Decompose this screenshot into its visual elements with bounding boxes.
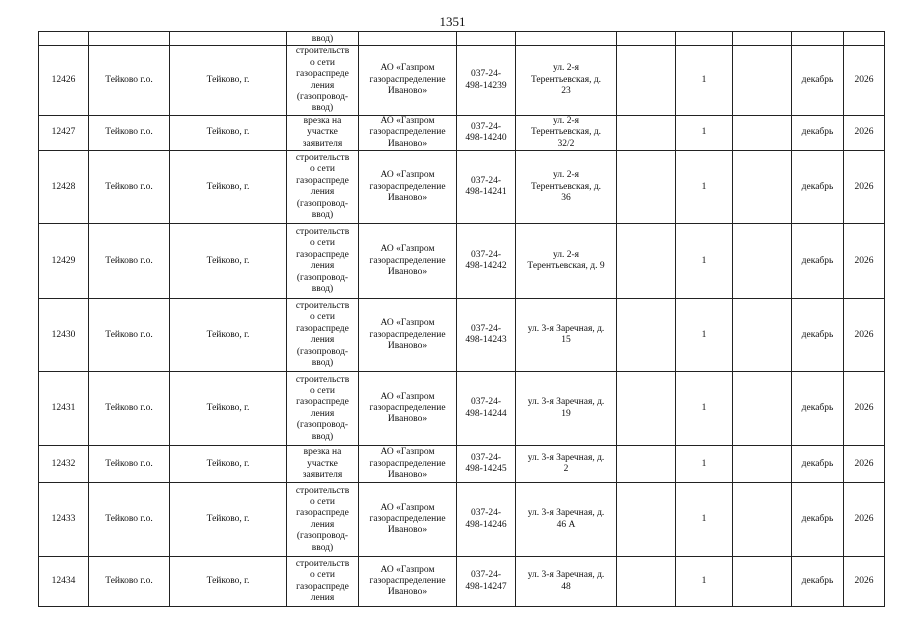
cell-count: 1 [676, 116, 733, 151]
cell-year: 2026 [844, 299, 885, 372]
cell-num: 12432 [39, 446, 89, 483]
cell-locality: Тейково, г. [170, 557, 287, 607]
cell-code: 037-24- 498-14241 [457, 151, 516, 224]
cell-work-type: врезка на участке заявителя [287, 446, 359, 483]
cell-work-type: строительств о сети газораспреде ления (газопровод- ввод) [287, 299, 359, 372]
cell-month: декабрь [792, 299, 844, 372]
cell-empty [733, 557, 792, 607]
cell-empty [617, 116, 676, 151]
cell-month: декабрь [792, 557, 844, 607]
cell-count [676, 32, 733, 46]
cell-address: ул. 2-я Терентьевская, д. 9 [516, 224, 617, 299]
cell-empty [617, 299, 676, 372]
cell-address: ул. 3-я Заречная, д. 15 [516, 299, 617, 372]
cell-empty [733, 151, 792, 224]
cell-district: Тейково г.о. [89, 299, 170, 372]
cell-locality: Тейково, г. [170, 299, 287, 372]
cell-year: 2026 [844, 151, 885, 224]
cell-owner: АО «Газпром газораспределение Иваново» [359, 224, 457, 299]
cell-work-type: врезка на участке заявителя [287, 116, 359, 151]
cell-num: 12428 [39, 151, 89, 224]
cell-year: 2026 [844, 557, 885, 607]
cell-owner: АО «Газпром газораспределение Иваново» [359, 557, 457, 607]
cell-code: 037-24- 498-14245 [457, 446, 516, 483]
cell-district: Тейково г.о. [89, 446, 170, 483]
cell-empty [617, 446, 676, 483]
cell-code: 037-24- 498-14244 [457, 372, 516, 446]
cell-empty [617, 483, 676, 557]
cell-empty [733, 446, 792, 483]
cell-locality: Тейково, г. [170, 446, 287, 483]
table-row [39, 151, 885, 224]
cell-empty [733, 372, 792, 446]
cell-count: 1 [676, 151, 733, 224]
cell-locality [170, 32, 287, 46]
cell-empty [733, 116, 792, 151]
cell-work-type: строительств о сети газораспреде ления (газопровод- ввод) [287, 483, 359, 557]
cell-month: декабрь [792, 116, 844, 151]
table-row [39, 446, 885, 483]
cell-address: ул. 3-я Заречная, д. 46 А [516, 483, 617, 557]
cell-code: 037-24- 498-14239 [457, 46, 516, 116]
cell-code: 037-24- 498-14243 [457, 299, 516, 372]
cell-empty [617, 151, 676, 224]
table-row [39, 224, 885, 299]
cell-address [516, 32, 617, 46]
cell-month: декабрь [792, 151, 844, 224]
cell-year: 2026 [844, 116, 885, 151]
cell-month: декабрь [792, 224, 844, 299]
cell-code [457, 32, 516, 46]
cell-count: 1 [676, 372, 733, 446]
cell-locality: Тейково, г. [170, 151, 287, 224]
cell-num: 12433 [39, 483, 89, 557]
cell-work-type: строительств о сети газораспреде ления (газопровод- ввод) [287, 46, 359, 116]
cell-empty [733, 299, 792, 372]
cell-num: 12430 [39, 299, 89, 372]
cell-empty [733, 32, 792, 46]
cell-district: Тейково г.о. [89, 224, 170, 299]
cell-work-type: строительств о сети газораспреде ления (газопровод- ввод) [287, 224, 359, 299]
cell-district [89, 32, 170, 46]
cell-district: Тейково г.о. [89, 372, 170, 446]
table-row [39, 116, 885, 151]
cell-empty [733, 224, 792, 299]
cell-district: Тейково г.о. [89, 151, 170, 224]
cell-month: декабрь [792, 372, 844, 446]
cell-address: ул. 2-я Терентьевская, д. 32/2 [516, 116, 617, 151]
cell-locality: Тейково, г. [170, 46, 287, 116]
cell-year: 2026 [844, 446, 885, 483]
cell-year [844, 32, 885, 46]
cell-address: ул. 3-я Заречная, д. 2 [516, 446, 617, 483]
cell-empty [617, 372, 676, 446]
cell-num [39, 32, 89, 46]
cell-count: 1 [676, 46, 733, 116]
cell-work-type: строительств о сети газораспреде ления (газопровод- ввод) [287, 151, 359, 224]
cell-num: 12426 [39, 46, 89, 116]
cell-owner: АО «Газпром газораспределение Иваново» [359, 483, 457, 557]
cell-owner: АО «Газпром газораспределение Иваново» [359, 299, 457, 372]
cell-locality: Тейково, г. [170, 483, 287, 557]
cell-work-type: строительств о сети газораспреде ления (газопровод- ввод) [287, 372, 359, 446]
table-body [39, 32, 885, 607]
cell-district: Тейково г.о. [89, 46, 170, 116]
cell-empty [617, 32, 676, 46]
cell-month: декабрь [792, 46, 844, 116]
cell-empty [733, 46, 792, 116]
table-row [39, 372, 885, 446]
cell-count: 1 [676, 224, 733, 299]
cell-num: 12429 [39, 224, 89, 299]
cell-count: 1 [676, 483, 733, 557]
cell-owner: АО «Газпром газораспределение Иваново» [359, 446, 457, 483]
cell-district: Тейково г.о. [89, 557, 170, 607]
cell-month: декабрь [792, 446, 844, 483]
cell-year: 2026 [844, 46, 885, 116]
cell-locality: Тейково, г. [170, 372, 287, 446]
cell-empty [617, 557, 676, 607]
cell-year: 2026 [844, 224, 885, 299]
cell-empty [617, 224, 676, 299]
cell-locality: Тейково, г. [170, 116, 287, 151]
cell-num: 12434 [39, 557, 89, 607]
table-row [39, 46, 885, 116]
cell-owner: АО «Газпром газораспределение Иваново» [359, 372, 457, 446]
page-number: 1351 [439, 14, 466, 29]
cell-address: ул. 3-я Заречная, д. 48 [516, 557, 617, 607]
table-row [39, 483, 885, 557]
cell-district: Тейково г.о. [89, 483, 170, 557]
table-row [39, 299, 885, 372]
cell-address: ул. 2-я Терентьевская, д. 36 [516, 151, 617, 224]
cell-code: 037-24- 498-14246 [457, 483, 516, 557]
table-row [39, 557, 885, 607]
cell-num: 12427 [39, 116, 89, 151]
cell-count: 1 [676, 446, 733, 483]
cell-work-type: строительств о сети газораспреде ления [287, 557, 359, 607]
cell-address: ул. 3-я Заречная, д. 19 [516, 372, 617, 446]
cell-owner: АО «Газпром газораспределение Иваново» [359, 151, 457, 224]
cell-district: Тейково г.о. [89, 116, 170, 151]
cell-owner: АО «Газпром газораспределение Иваново» [359, 46, 457, 116]
cell-empty [733, 483, 792, 557]
cell-code: 037-24- 498-14247 [457, 557, 516, 607]
cell-work-type: ввод) [287, 32, 359, 46]
cell-address: ул. 2-я Терентьевская, д. 23 [516, 46, 617, 116]
cell-num: 12431 [39, 372, 89, 446]
cell-count: 1 [676, 299, 733, 372]
cell-year: 2026 [844, 372, 885, 446]
cell-code: 037-24- 498-14240 [457, 116, 516, 151]
cell-locality: Тейково, г. [170, 224, 287, 299]
cell-owner [359, 32, 457, 46]
cell-count: 1 [676, 557, 733, 607]
table-row-continued [39, 32, 885, 46]
cell-year: 2026 [844, 483, 885, 557]
cell-code: 037-24- 498-14242 [457, 224, 516, 299]
cell-empty [617, 46, 676, 116]
data-table [38, 31, 885, 607]
cell-owner: АО «Газпром газораспределение Иваново» [359, 116, 457, 151]
cell-month [792, 32, 844, 46]
cell-month: декабрь [792, 483, 844, 557]
